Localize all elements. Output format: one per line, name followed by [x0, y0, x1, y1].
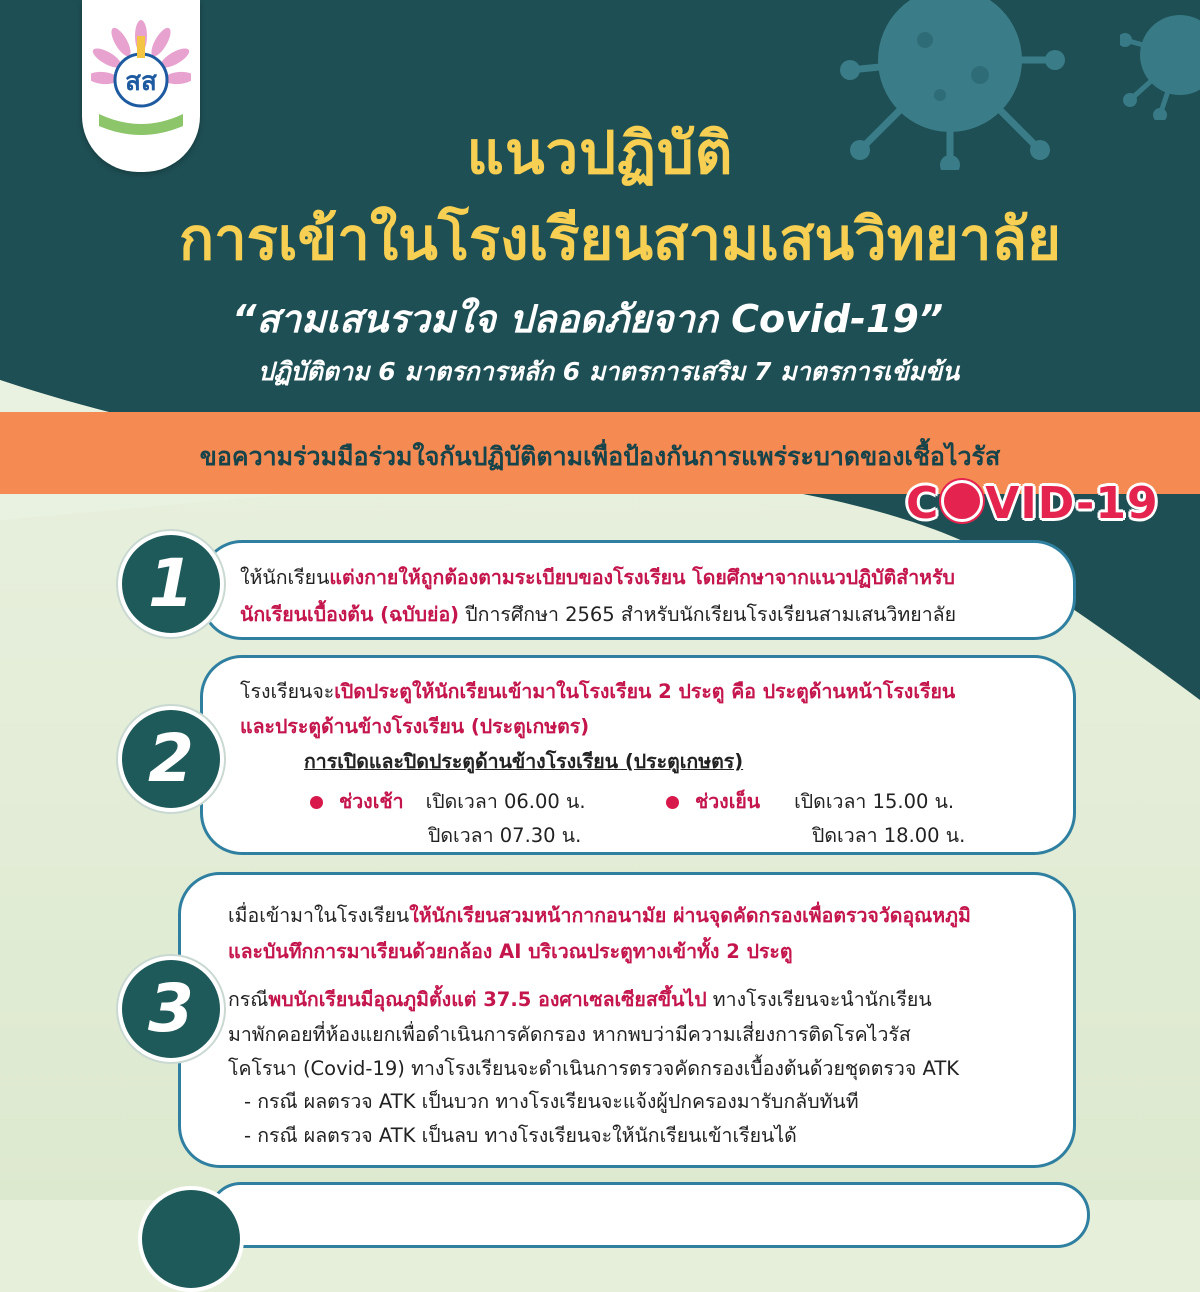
virus-icon [941, 480, 983, 522]
bullet-icon [310, 796, 323, 809]
item-4-number-partial [138, 1186, 244, 1292]
item-3-line-1: เมื่อเข้ามาในโรงเรียนให้นักเรียนสวมหน้ากากอนามัย ผ่านจุดคัดกรองเพื่อตรวจวัดอุณหภูมิ [228, 904, 971, 927]
item-1-line-1: ให้นักเรียนแต่งกายให้ถูกต้องตามระเบียบของโรงเรียน โดยศึกษาจากแนวปฏิบัติสำหรับ [240, 566, 955, 589]
covid-logo-c: C [906, 478, 940, 529]
bullet-icon [666, 796, 679, 809]
banner-text: ขอความร่วมมือร่วมใจกันปฏิบัติตามเพื่อป้องกันการแพร่ระบาดของเชื้อไวรัส [199, 442, 1001, 471]
item-2-morning-row: ช่วงเช้า เปิดเวลา 06.00 น. [310, 786, 586, 817]
virus-decoration-small [1120, 0, 1200, 120]
item-3-bullet-negative: - กรณี ผลตรวจ ATK เป็นลบ ทางโรงเรียนจะให้นักเรียนเข้าเรียนได้ [244, 1124, 797, 1147]
item-3-bullet-positive: - กรณี ผลตรวจ ATK เป็นบวก ทางโรงเรียนจะแจ้งผู้ปกครองมารับกลับทันที [244, 1090, 859, 1113]
item-2-evening-row: ช่วงเย็น เปิดเวลา 15.00 น. [666, 786, 954, 817]
item-3-para-line-2: มาพักคอยที่ห้องแยกเพื่อดำเนินการคัดกรอง หากพบว่ามีความเสี่ยงการติดโรคไวรัส [228, 1023, 911, 1046]
item-2-number: 2 [118, 706, 224, 812]
title-line-2: การเข้าในโรงเรียนสามเสนวิทยาลัย [178, 205, 1062, 273]
item-2-morning-close: ปิดเวลา 07.30 น. [428, 824, 582, 847]
svg-text:สส: สส [125, 67, 157, 97]
item-2-gate-heading: การเปิดและปิดประตูด้านข้างโรงเรียน (ประตูเกษตร) [304, 750, 744, 773]
covid-19-logo [906, 478, 1159, 529]
item-3-para-line-3: โคโรนา (Covid-19) ทางโรงเรียนจะดำเนินการตรวจคัดกรองเบื้องต้นด้วยชุดตรวจ ATK [228, 1057, 960, 1080]
item-4-box-partial [208, 1182, 1090, 1248]
item-2-line-2: และประตูด้านข้างโรงเรียน (ประตูเกษตร) [240, 715, 590, 738]
item-2-line-1: โรงเรียนจะเปิดประตูให้นักเรียนเข้ามาในโรงเรียน 2 ประตู คือ ประตูด้านหน้าโรงเรียน [240, 680, 956, 703]
item-3-line-2: และบันทึกการมาเรียนด้วยกล้อง AI บริเวณประตูทางเข้าทั้ง 2 ประตู [228, 940, 793, 963]
item-3-number: 3 [118, 956, 224, 1062]
item-2-evening-close: ปิดเวลา 18.00 น. [812, 824, 966, 847]
item-3-para-line-1: กรณีพบนักเรียนมีอุณภูมิตั้งแต่ 37.5 องศาเซลเซียสขึ้นไป ทางโรงเรียนจะนำนักเรียน [228, 988, 932, 1011]
covid-logo-text: VID-19 [985, 478, 1159, 529]
slogan: “สามเสนรวมใจ ปลอดภัยจาก Covid-19” [232, 297, 944, 341]
title-line-1: แนวปฏิบัติ [466, 119, 734, 187]
item-1-line-2: นักเรียนเบื้องต้น (ฉบับย่อ) ปีการศึกษา 2565 สำหรับนักเรียนโรงเรียนสามเสนวิทยาลัย [240, 603, 957, 626]
subtitle: ปฏิบัติตาม 6 มาตรการหลัก 6 มาตรการเสริม 7 มาตรการเข้มข้น [258, 357, 960, 386]
item-1-number: 1 [118, 531, 224, 637]
